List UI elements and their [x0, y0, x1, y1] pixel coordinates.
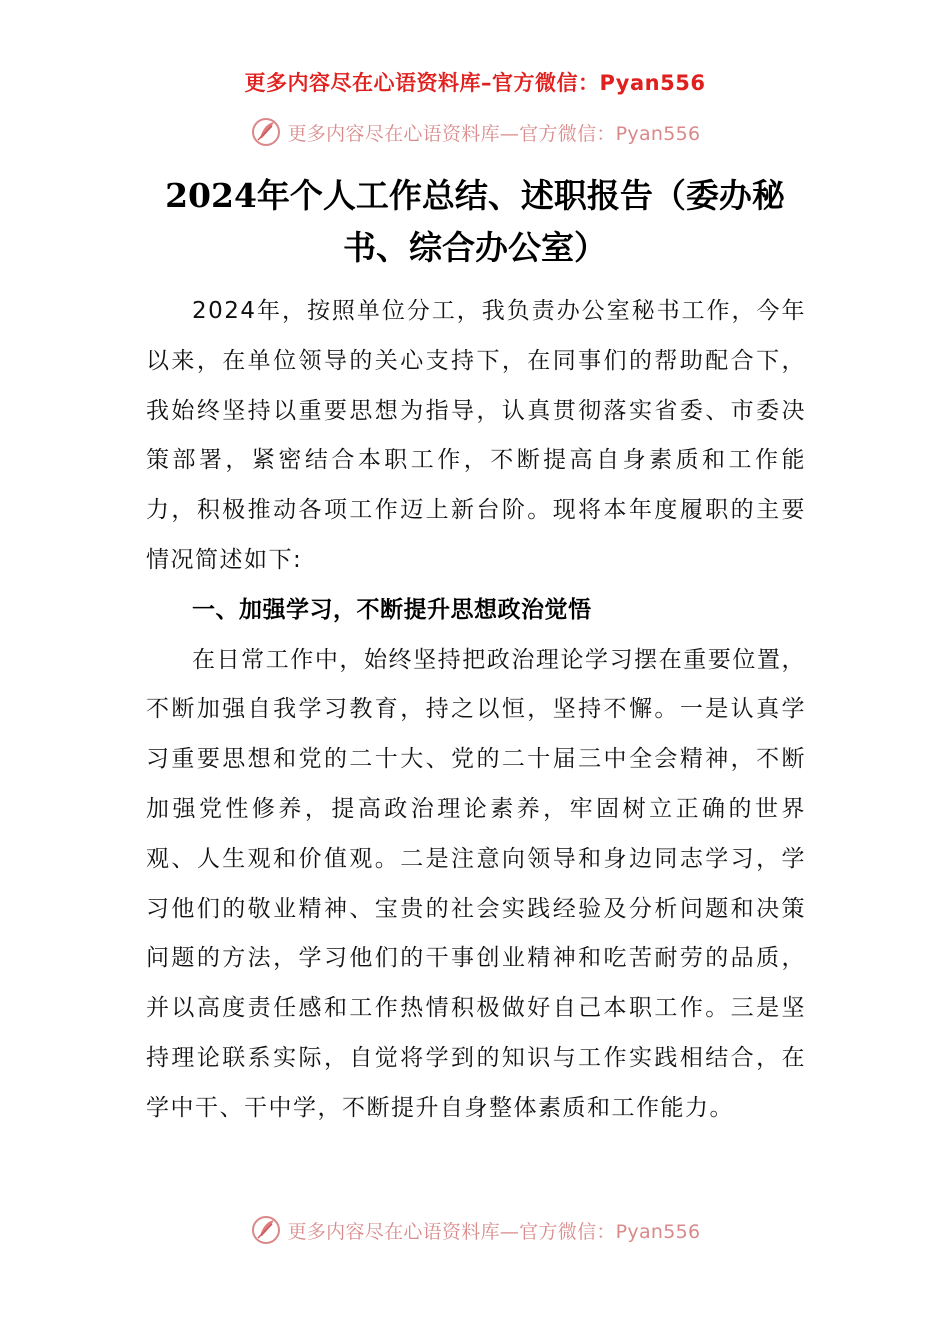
top-banner: 更多内容尽在心语资料库–官方微信：Pyan556: [244, 71, 706, 95]
header-watermark: [0, 115, 950, 149]
footer-watermark-text: 更多内容尽在心语资料库—官方微信：Pyan556: [287, 1220, 701, 1243]
intro-paragraph: 2024年，按照单位分工，我负责办公室秘书工作，今年以来，在单位领导的关心支持下，在同事们的帮助配合下，我始终坚持以重要思想为指导，认真贯彻落实省委、市委决策部署，紧密结合本职工作，不断提高自身素质和工作能力，积极推动各项工作迈上新台阶。现将本年度履职的主要情况简述如下:: [146, 298, 806, 573]
footer-watermark-id: Pyan556: [615, 1220, 701, 1243]
header-watermark-id: Pyan556: [615, 122, 701, 145]
document-body: [146, 287, 806, 1134]
watermark-logo-icon: [250, 116, 282, 148]
document-title: 2024年个人工作总结、述职报告（委办秘书、综合办公室）: [165, 176, 785, 267]
section-heading-1: 一、加强学习，不断提升思想政治觉悟: [192, 596, 592, 623]
section-1-paragraph: 在日常工作中，始终坚持把政治理论学习摆在重要位置，不断加强自我学习教育，持之以恒，坚持不懈。一是认真学习重要思想和党的二十大、党的二十届三中全会精神，不断加强党性修养，提高政治理论素养，牢固树立正确的世界观、人生观和价值观。二是注意向领导和身边同志学习，学习他们的敬业精神、宝贵的社会实践经验及分析问题和决策问题的方法，学习他们的干事创业精神和吃苦耐劳的品质，并以高度责任感和工作热情积极做好自己本职工作。三是坚持理论联系实际，自觉将学到的知识与工作实践相结合，在学中干、干中学，不断提升自身整体素质和工作能力。: [146, 646, 806, 1121]
watermark-logo-icon: [250, 1214, 282, 1246]
footer-watermark: [0, 1213, 950, 1247]
header-watermark-text: 更多内容尽在心语资料库—官方微信：Pyan556: [287, 122, 701, 145]
